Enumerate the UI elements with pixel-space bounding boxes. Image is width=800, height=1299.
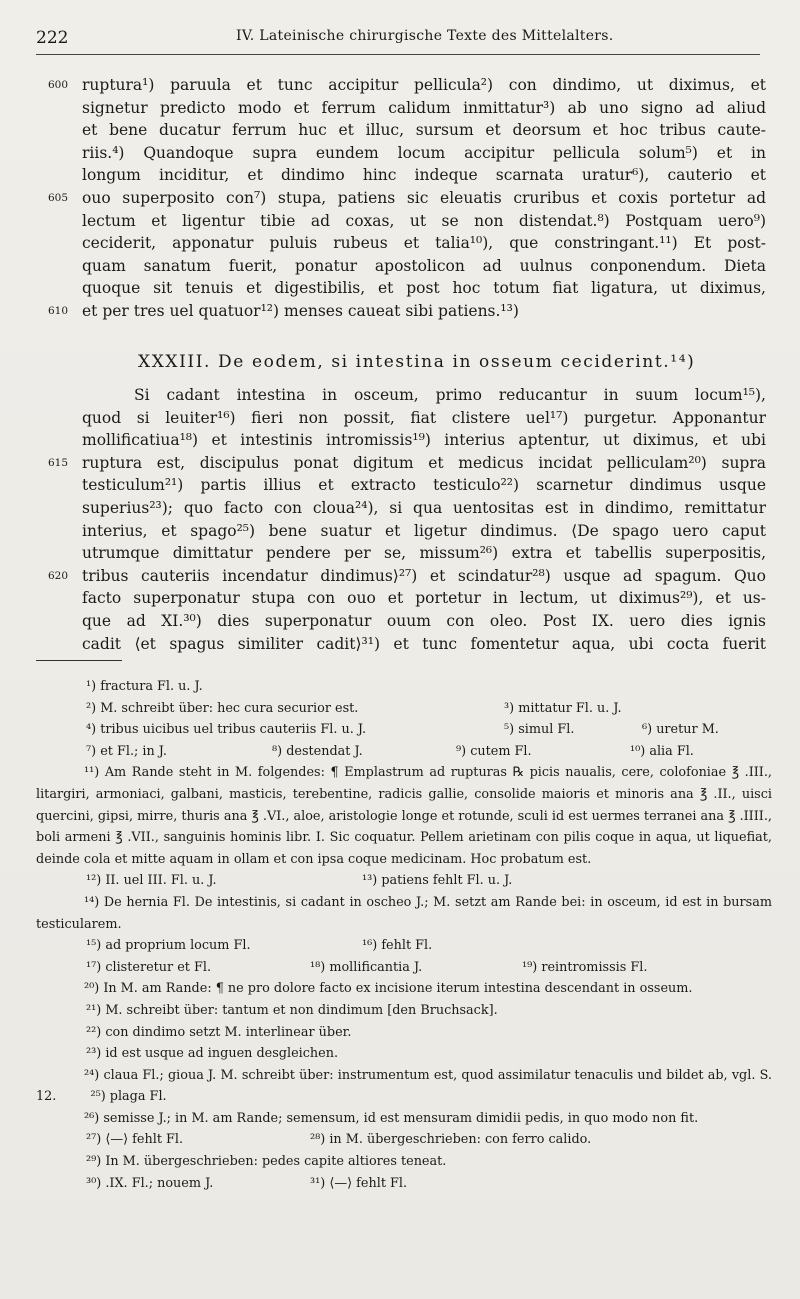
- footnote: ¹⁰) alia Fl.: [630, 743, 694, 759]
- footnote-row: [36, 719, 772, 741]
- footnote-row: [36, 935, 772, 957]
- text-line: 605 ouo superposito con⁷) stupa, patiens sic eleuatis cruribus et coxis portetur ad: [82, 187, 766, 210]
- footnote: ²⁵) plaga Fl.: [90, 1089, 167, 1105]
- page-number: 222: [36, 28, 69, 48]
- footnote: ²⁹) In M. übergeschrieben: pedes capite altiores teneat.: [86, 1154, 447, 1170]
- footnote: ¹²) II. uel III. Fl. u. J.: [86, 873, 217, 889]
- footnote: ³⁰) .IX. Fl.; nouem J.: [86, 1175, 214, 1191]
- text-line: Si cadant intestina in osceum, primo reducantur in suum locum¹⁵),: [134, 386, 766, 404]
- text-line: riis.⁴) Quandoque supra eundem locum accipitur pellicula solum⁵) et in: [82, 143, 766, 162]
- text-line: lectum et ligentur tibie ad coxas, ut se non distendat.⁸) Postquam uero⁹): [82, 211, 766, 230]
- text-line: 600 ruptura¹) paruula et tunc accipitur pellicula²) con dindimo, ut diximus, et: [82, 74, 766, 97]
- footnote: ³¹) ⟨—⟩ fehlt Fl.: [310, 1175, 408, 1191]
- footnote: ²⁰) In M. am Rande: ¶ ne pro dolore facto ex incisione iterum intestina descendant in osseum.: [84, 981, 693, 997]
- text-line: 610 et per tres uel quatuor¹²) menses caueat sibi patiens.¹³): [82, 300, 766, 323]
- footnote: ¹⁸) mollificantia J.: [310, 959, 423, 975]
- footnote: ⁹) cutem Fl.: [456, 743, 532, 759]
- text-line: ceciderit, apponatur puluis rubeus et talia¹⁰), que constringant.¹¹) Et post-: [82, 234, 766, 253]
- footnote: ¹¹) Am Rande steht in M. folgendes: ¶ Emplastrum ad rupturas ℞ picis naualis, cere, colofoniae ℥ .III., litargiri, armoniaci, galbani, masticis, terebentine, radicis gallie, consolide maioris et minoris ana ℥ .II., uisci quercini, gipsi, mirre, thuris ana ℥ .VI., aloe, aristologie longe et rotunde, sculi id est uermes terranei ana ℥ .IIII., boli armeni ℥ .VII., sanguinis hominis libr. I. Sic coquatur. Pellem arietinam con pilis coque in aqua, ut liquefiat, deinde cola et mitte aquam in ollam et con ipsa coque medicinam. Hoc probatum est.: [36, 765, 772, 867]
- footnote: ²⁷) ⟨—⟩ fehlt Fl.: [86, 1132, 184, 1148]
- line-number: 615: [48, 456, 69, 469]
- text-line: et bene ducatur ferrum huc et illuc, sursum et deorsum et hoc tribus caute-: [82, 121, 766, 140]
- text-line: utrumque dimittatur pendere per se, missum²⁶) extra et tabellis superpositis,: [82, 544, 766, 563]
- footnote: ²¹) M. schreibt über: tantum et non dindimum [den Bruchsack].: [86, 1002, 498, 1018]
- text-line: que ad XI.³⁰) dies superponatur ouum con oleo. Post IX. uero dies ignis: [82, 611, 766, 630]
- text-line: quod si leuiter¹⁶) fieri non possit, fiat clistere uel¹⁷) purgetur. Apponantur: [82, 408, 766, 427]
- footnote: ⁷) et Fl.; in J.: [86, 743, 167, 759]
- footnote-row: [36, 1129, 772, 1151]
- footnote: ¹³) patiens fehlt Fl. u. J.: [362, 873, 513, 889]
- footnote: ¹⁴) De hernia Fl. De intestinis, si cadant in oscheo J.; M. setzt am Rande bei: in osceum, id est in bursam testicularem.: [36, 894, 772, 932]
- footnote-row: [36, 957, 772, 979]
- text-line: mollificatiua¹⁸) et intestinis intromissis¹⁹) interius aptentur, ut diximus, et ubi: [82, 431, 766, 450]
- page-header: [36, 24, 760, 55]
- footnote: ⁶) uretur M.: [642, 722, 719, 738]
- footnote-divider: [36, 660, 122, 661]
- text-line: facto superponatur stupa con ouo et portetur in lectum, ut diximus²⁹), et us-: [82, 589, 766, 608]
- footnote-row: [36, 741, 772, 763]
- footnote: ¹⁵) ad proprium locum Fl.: [86, 938, 251, 954]
- line-number: 610: [48, 304, 69, 317]
- line-number: 605: [48, 191, 69, 204]
- text-line: longum inciditur, et dindimo hinc indeque scarnata uratur⁶), cauterio et: [82, 166, 766, 185]
- footnote-row: [36, 698, 772, 720]
- line-number: 620: [48, 569, 69, 582]
- running-title: IV. Lateinische chirurgische Texte des Mittelalters.: [236, 28, 614, 44]
- text-line: 615 ruptura est, discipulus ponat digitum et medicus incidat pelliculam²⁰) supra: [82, 452, 766, 475]
- line-number: 600: [48, 79, 69, 91]
- footnote: ¹⁹) reintromissis Fl.: [522, 959, 648, 975]
- footnote-row: [36, 1173, 772, 1195]
- footnote-row: [36, 870, 772, 892]
- main-text-block: [48, 74, 766, 323]
- footnote: ²⁶) semisse J.; in M. am Rande; semensum, id est mensuram dimidii pedis, in quo modo non fit.: [84, 1110, 699, 1126]
- section-text-block: [48, 384, 766, 655]
- footnote: ⁵) simul Fl.: [504, 722, 575, 738]
- footnote: ³) mittatur Fl. u. J.: [504, 700, 622, 716]
- text-line: 620 tribus cauteriis incendatur dindimus⟩²⁷) et scindatur²⁸) usque ad spagum. Quo: [82, 565, 766, 588]
- footnote: ²³) id est usque ad inguen desgleichen.: [86, 1046, 339, 1062]
- text-line: cadit ⟨et spagus similiter cadit⟩³¹) et tunc fomentetur aqua, ubi cocta fuerit: [82, 634, 766, 653]
- text-line: testiculum²¹) partis illius et extracto testiculo²²) scarnetur dindimus usque: [82, 476, 766, 495]
- footnote: ²⁸) in M. übergeschrieben: con ferro calido.: [310, 1132, 592, 1148]
- footnote: ⁸) destendat J.: [272, 743, 363, 759]
- footnote: ¹) fractura Fl. u. J.: [86, 679, 203, 694]
- text-line: interius, et spago²⁵) bene suatur et ligetur dindimus. ⟨De spago uero caput: [82, 521, 766, 540]
- footnotes: [36, 676, 772, 1194]
- footnote: ²⁴) claua Fl.; gioua J. M. schreibt über: instrumentum est, quod assimilatur tenaculis und bildet ab, vgl. S. 12. ²⁵) plaga Fl.: [36, 1067, 772, 1105]
- footnote: ²) M. schreibt über: hec cura securior est.: [86, 700, 359, 716]
- text-line: superius²³); quo facto con cloua²⁴), si qua uentositas est in dindimo, remittatur: [82, 498, 766, 517]
- text-line: quoque sit tenuis et digestibilis, et post hoc totum fiat ligatura, ut diximus,: [82, 279, 766, 298]
- footnote: ¹⁷) clisteretur et Fl.: [86, 959, 212, 975]
- footnote: ⁴) tribus uicibus uel tribus cauteriis Fl. u. J.: [86, 722, 367, 738]
- section-title: XXXIII. De eodem, si intestina in osseum ceciderint.¹⁴): [138, 352, 696, 372]
- text-line: signetur predicto modo et ferrum calidum inmittatur³) ab uno signo ad aliud: [82, 98, 766, 117]
- footnote: ²²) con dindimo setzt M. interlinear über.: [86, 1024, 352, 1040]
- footnote: ¹⁶) fehlt Fl.: [362, 938, 433, 954]
- text-line: quam sanatum fuerit, ponatur apostolicon ad uulnus conponendum. Dieta: [82, 256, 766, 275]
